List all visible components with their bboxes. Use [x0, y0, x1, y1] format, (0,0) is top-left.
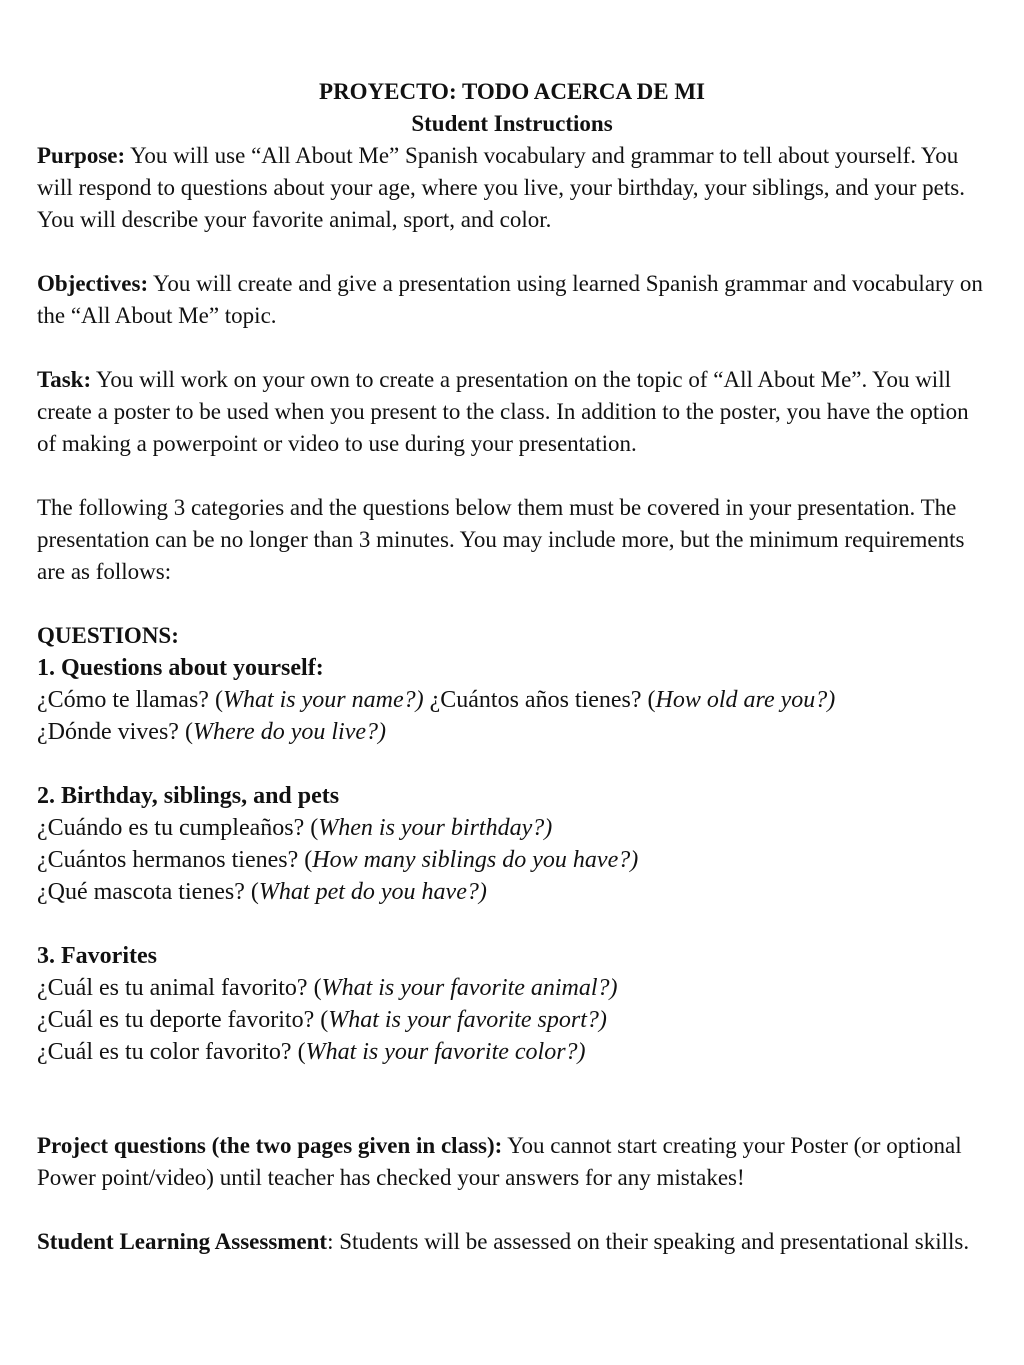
question-spanish: ¿Cuál es tu color favorito? (: [37, 1039, 306, 1065]
question-english: Where do you live?): [192, 719, 386, 745]
question-english: How many siblings do you have?): [312, 847, 639, 873]
question-spanish: ¿Cuántos años tienes? (: [423, 687, 656, 713]
question-english: What is your name?): [222, 687, 424, 713]
section-3-title: 3. Favorites: [37, 943, 157, 969]
task-label: Task:: [37, 367, 92, 392]
question-line: [37, 1004, 987, 1036]
title-project: PROYECTO: [319, 79, 449, 104]
question-spanish: ¿Dónde vives? (: [37, 719, 193, 745]
title-topic: : TODO ACERCA DE MI: [448, 79, 705, 104]
question-english: What pet do you have?): [258, 879, 487, 905]
question-line: [37, 844, 987, 876]
question-line: [37, 812, 987, 844]
assessment-label: Student Learning Assessment: [37, 1229, 328, 1254]
section-2-title: 2. Birthday, siblings, and pets: [37, 783, 340, 809]
question-english: When is your birthday?): [318, 815, 553, 841]
page-title: [37, 76, 987, 108]
task-text: You will work on your own to create a presentation on the topic of “All About Me”. You will create a poster to be used when you present to the class. In addition to the poster, you have the option of making a powerpoint or video to use during your presentation.: [37, 367, 969, 456]
question-spanish: ¿Cuál es tu deporte favorito? (: [37, 1007, 329, 1033]
assessment-text: : Students will be assessed on their speaking and presentational skills.: [327, 1229, 970, 1254]
question-line: [37, 876, 987, 908]
objectives-label: Objectives:: [37, 271, 149, 296]
project-questions-text: You cannot start creating your Poster (or optional Power point/video) until teacher has checked your answers for any mistakes!: [37, 1133, 962, 1190]
objectives-paragraph: [37, 268, 987, 332]
question-line: [37, 1036, 987, 1068]
purpose-paragraph: [37, 140, 987, 236]
question-english: What is your favorite color?): [305, 1039, 586, 1065]
purpose-text: You will use “All About Me” Spanish vocabulary and grammar to tell about yourself. You will respond to questions about your age, where you live, your birthday, your siblings, and your pets. You will describe your favorite animal, sport, and color.: [37, 143, 965, 232]
question-english: How old are you?): [655, 687, 836, 713]
question-spanish: ¿Cómo te llamas? (: [37, 687, 223, 713]
question-english: What is your favorite sport?): [328, 1007, 607, 1033]
requirements-paragraph: The following 3 categories and the questions below them must be covered in your presentation. The presentation can be no longer than 3 minutes. You may include more, but the minimum requirements are as follows:: [37, 495, 965, 584]
question-spanish: ¿Cuál es tu animal favorito? (: [37, 975, 322, 1001]
page-subtitle: Student Instructions: [411, 111, 613, 136]
objectives-text: You will create and give a presentation using learned Spanish grammar and vocabulary on the “All About Me” topic.: [37, 271, 983, 328]
project-questions-paragraph: [37, 1130, 987, 1194]
section-1-title: 1. Questions about yourself:: [37, 655, 324, 681]
questions-heading: QUESTIONS:: [37, 623, 179, 648]
question-line: [37, 972, 987, 1004]
document-page: [37, 76, 987, 1258]
project-questions-label: Project questions (the two pages given in class):: [37, 1133, 503, 1158]
question-line: [37, 684, 987, 716]
question-spanish: ¿Cuándo es tu cumpleaños? (: [37, 815, 319, 841]
task-paragraph: [37, 364, 987, 460]
purpose-label: Purpose:: [37, 143, 126, 168]
question-line: [37, 716, 987, 748]
question-spanish: ¿Cuántos hermanos tienes? (: [37, 847, 313, 873]
question-english: What is your favorite animal?): [321, 975, 618, 1001]
assessment-paragraph: [37, 1226, 987, 1258]
question-spanish: ¿Qué mascota tienes? (: [37, 879, 259, 905]
